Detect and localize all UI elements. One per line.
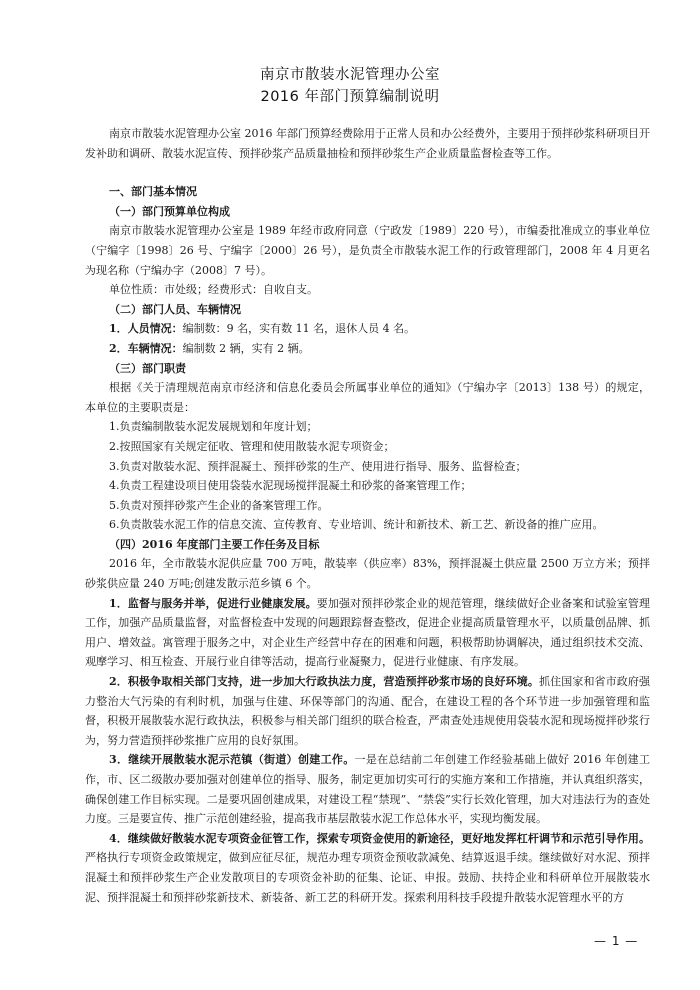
duty-item: 5.负责对预拌砂浆产生企业的备案管理工作。	[109, 498, 329, 512]
subsection-heading: （二）部门人员、车辆情况	[109, 302, 241, 316]
duty-item: 3.负责对散装水泥、预拌混凝土、预拌砂浆的生产、使用进行指导、服务、监督检查；	[109, 459, 527, 473]
task-body: 要加强对预拌砂浆企业的规范管理，继续做好企业备案和试验室管理工作，加强产品质量监督，对监督检查中发现的问题跟踪督查整改，促进企业提高质量管理水平，以质量创品牌、抓用户、增效益。寓管理于服务之中，对企业生产经营中存在的困难和问题，积极帮助协调解决，通过组织技术交流、观摩学习、相互检查、开展行业自律等活动，提高行业凝聚力，促进行业健康、有序发展。	[85, 596, 651, 669]
task-paragraph	[85, 829, 650, 907]
task-paragraph	[85, 750, 650, 828]
document-title: 南京市散装水泥管理办公室	[260, 67, 440, 83]
subsection-heading: （三）部门职责	[109, 361, 186, 375]
task-lead: 1．监督与服务并举，促进行业健康发展。	[109, 596, 317, 610]
subsection-heading: （一）部门预算单位构成	[109, 204, 230, 218]
vehicle-label: 2．车辆情况：	[109, 341, 183, 355]
task-lead: 2．积极争取相关部门支持，进一步加大行政执法力度，营造预拌砂浆市场的良好环境。	[109, 675, 539, 689]
task-lead: 3．继续开展散装水泥示范镇（街道）创建工作。	[109, 753, 355, 767]
task-body: 抓住国家和省市政府强力整治大气污染的有利时机，加强与住建、环保等部门的沟通、配合，在建设工程的各个环节进一步加强管理和监督，积极开展散装水泥行政执法，积极参与相关部门组织的联合检查，严肃查处违规使用袋装水泥和现场搅拌砂浆行为，努力营造预拌砂浆推广应用的良好氛围。	[85, 675, 651, 747]
duty-item: 6.负责散装水泥工作的信息交流、宣传教育、专业培训、统计和新技术、新工艺、新设备的推广应用。	[109, 518, 604, 532]
vehicle-text: 编制数 2 辆，实有 2 辆。	[182, 341, 310, 355]
page-number: — 1 —	[594, 934, 639, 948]
staff-label: 1．人员情况：	[109, 322, 183, 336]
unit-nature: 单位性质：市处级；经费形式：自收自支。	[109, 283, 318, 297]
goals-paragraph: 2016 年，全市散装水泥供应量 700 万吨，散装率（供应率）83%，预拌混凝土供应量 2500 万立方米；预拌砂浆供应量 240 万吨;创建发散示范乡镇 6 个。	[85, 557, 650, 591]
vehicle-line	[85, 339, 650, 359]
duties-intro: 根据《关于清理规范南京市经济和信息化委员会所属事业单位的通知》（宁编办字〔2013〕138 号）的规定，本单位的主要职责是：	[85, 381, 650, 414]
section-heading: 一、部门基本情况	[109, 185, 197, 199]
task-lead: 4．继续做好散装水泥专项资金征管工作，探索专项资金使用的新途径，更好地发挥杠杆调节和示范引导作用。	[109, 831, 650, 845]
document-body	[85, 124, 650, 907]
duty-item: 1.负责编制散装水泥发展规划和年度计划；	[109, 420, 318, 434]
task-paragraph	[85, 594, 650, 672]
duty-item: 2.按照国家有关规定征收、管理和使用散装水泥专项资金；	[109, 439, 395, 453]
document-subtitle: 2016 年部门预算编制说明	[260, 89, 440, 105]
task-paragraph	[85, 672, 650, 750]
task-body: 严格执行专项资金政策规定，做到应征尽征，规范办理专项资金预收款减免、结算返退手续。继续做好对水泥、预拌混凝土和预拌砂浆生产企业发散项目的专项资金补助的征集、论证、申报。鼓励、扶持企业和科研单位开展散装水泥、预拌混凝土和预拌砂浆新技术、新装备、新工艺的科研开发。探索利用科技手段提升散装水泥管理水平的方	[85, 851, 650, 904]
subsection-heading: （四）2016 年度部门主要工作任务及目标	[109, 537, 320, 551]
intro-paragraph: 南京市散装水泥管理办公室 2016 年部门预算经费除用于正常人员和办公经费外，主要用于预拌砂浆科研项目开发补助和调研、散装水泥宣传、预拌砂浆产品质量抽检和预拌砂浆生产企业质量监督检查等工作。	[85, 127, 650, 160]
staff-text: 编制数：9 名，实有数 11 名，退休人员 4 名。	[182, 322, 416, 336]
unit-description: 南京市散装水泥管理办公室是 1989 年经市政府同意（宁政发〔1989〕220 号），市编委批准成立的事业单位（宁编字〔1998〕26 号、宁编字〔2000〕26 号），是负责全市散装水泥工作的行政管理部门，2008 年 4 月更名为现名称（宁编办字（2008〕7 号）。	[85, 224, 650, 277]
task-body: 一是在总结前二年创建工作经验基础上做好 2016 年创建工作，市、区二级散办要加强对创建单位的指导、服务，制定更加切实可行的实施方案和工作措施，并认真组织落实，确保创建工作目标实现。二是要巩固创建成果，对建设工程“禁现”、“禁袋”实行长效化管理，加大对违法行为的查处力度。三是要宣传、推广示范创建经验，提高我市基层散装水泥工作总体水平，实现均衡发展。	[85, 753, 650, 826]
spacer	[85, 163, 650, 182]
staff-line	[85, 319, 650, 339]
duty-item: 4.负责工程建设项目使用袋装水泥现场搅拌混凝土和砂浆的备案管理工作；	[109, 479, 472, 493]
